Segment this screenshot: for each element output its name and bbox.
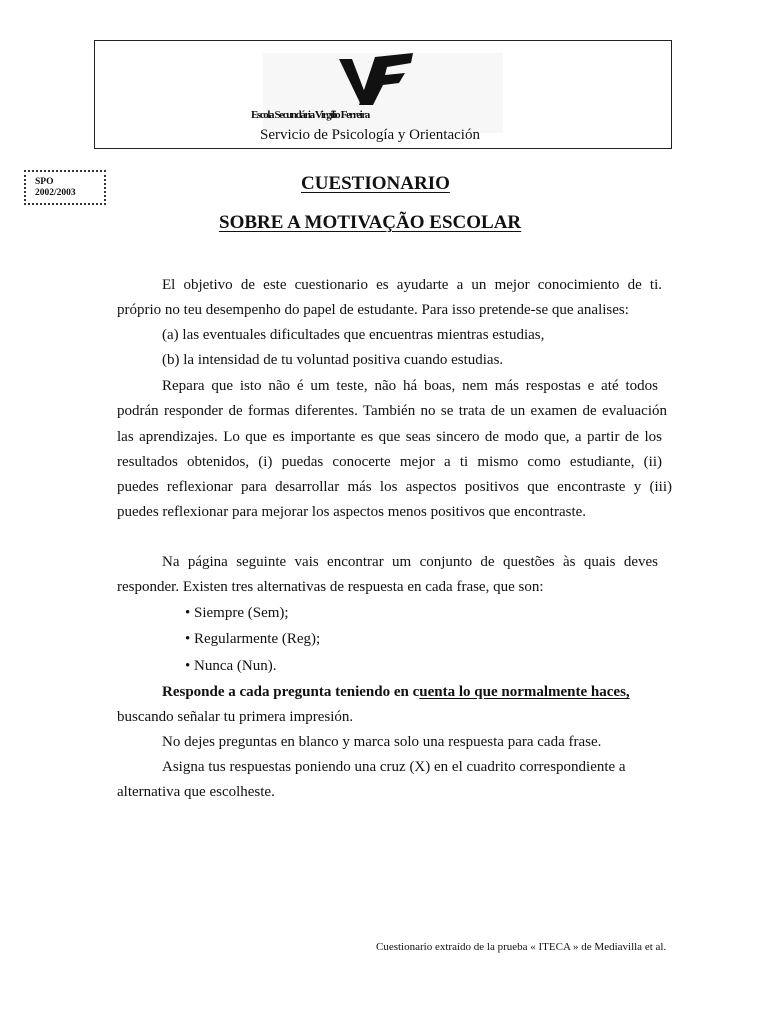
p5: No dejes preguntas en blanco y marca solo una respuesta para cada frase. [162, 734, 602, 750]
p2-line-3: las aprendizajes. Lo que es importante es que seas sincero de modo que, a partir de los [117, 429, 662, 445]
p6-line-1: Asigna tus respuestas poniendo una cruz (X) en el cuadrito correspondiente a [162, 759, 626, 775]
school-name-logo: Escola Secundária Virgílio Ferreira [251, 109, 369, 121]
p2-line-2: podrán responder de formas diferentes. También no se trata de un examen de evaluación [117, 403, 667, 419]
school-logo-icon [339, 53, 413, 105]
option-nunca: • Nunca (Nun). [185, 658, 277, 674]
p1-line-1: El objetivo de este cuestionario es ayudarte a un mejor conocimiento de ti. [162, 277, 662, 293]
item-a: (a) las eventuales dificultades que encuentras mientras estudias, [162, 327, 545, 343]
letterhead-box [94, 40, 672, 149]
item-b: (b) la intensidad de tu voluntad positiva cuando estudias. [162, 352, 504, 368]
p2-line-4: resultados obtenidos, (i) puedas conocerte mejor a ti mismo como estudiante, (ii) [117, 454, 662, 470]
spo-stamp [24, 170, 106, 205]
stamp-year: 2002/2003 [35, 188, 76, 198]
p3-line-2: responder. Existen tres alternativas de respuesta en cada frase, que son: [117, 579, 544, 595]
p2-line-5: puedes reflexionar para desarrollar más los aspectos positivos que encontraste y (iii) [117, 479, 672, 495]
service-name: Servicio de Psicología y Orientación [260, 127, 480, 143]
p4-line-2: buscando señalar tu primera impresión. [117, 709, 354, 725]
p3-line-1: Na página seguinte vais encontrar um conjunto de questões às quais deves [162, 554, 658, 570]
p2-line-1: Repara que isto não é um teste, não há boas, nem más respostas e até todos [162, 378, 658, 394]
footnote: Cuestionario extraído de la prueba « ITECA » de Mediavilla et al. [376, 941, 667, 953]
p2-line-6: puedes reflexionar para mejorar los aspectos menos positivos que encontraste. [117, 504, 587, 520]
stamp-label: SPO [35, 177, 54, 187]
option-siempre: • Siempre (Sem); [185, 605, 289, 621]
title-line-2: SOBRE A MOTIVAÇÃO ESCOLAR [219, 212, 522, 233]
p6-line-2: alternativa que escolheste. [117, 784, 275, 800]
option-regularmente: • Regularmente (Reg); [185, 631, 321, 647]
title-line-1: CUESTIONARIO [301, 173, 450, 194]
instruction-bold: Responde a cada pregunta teniendo en cuenta lo que normalmente haces, [162, 684, 630, 700]
p1-line-2: próprio no teu desempenho do papel de estudante. Para isso pretende-se que analises: [117, 302, 629, 318]
